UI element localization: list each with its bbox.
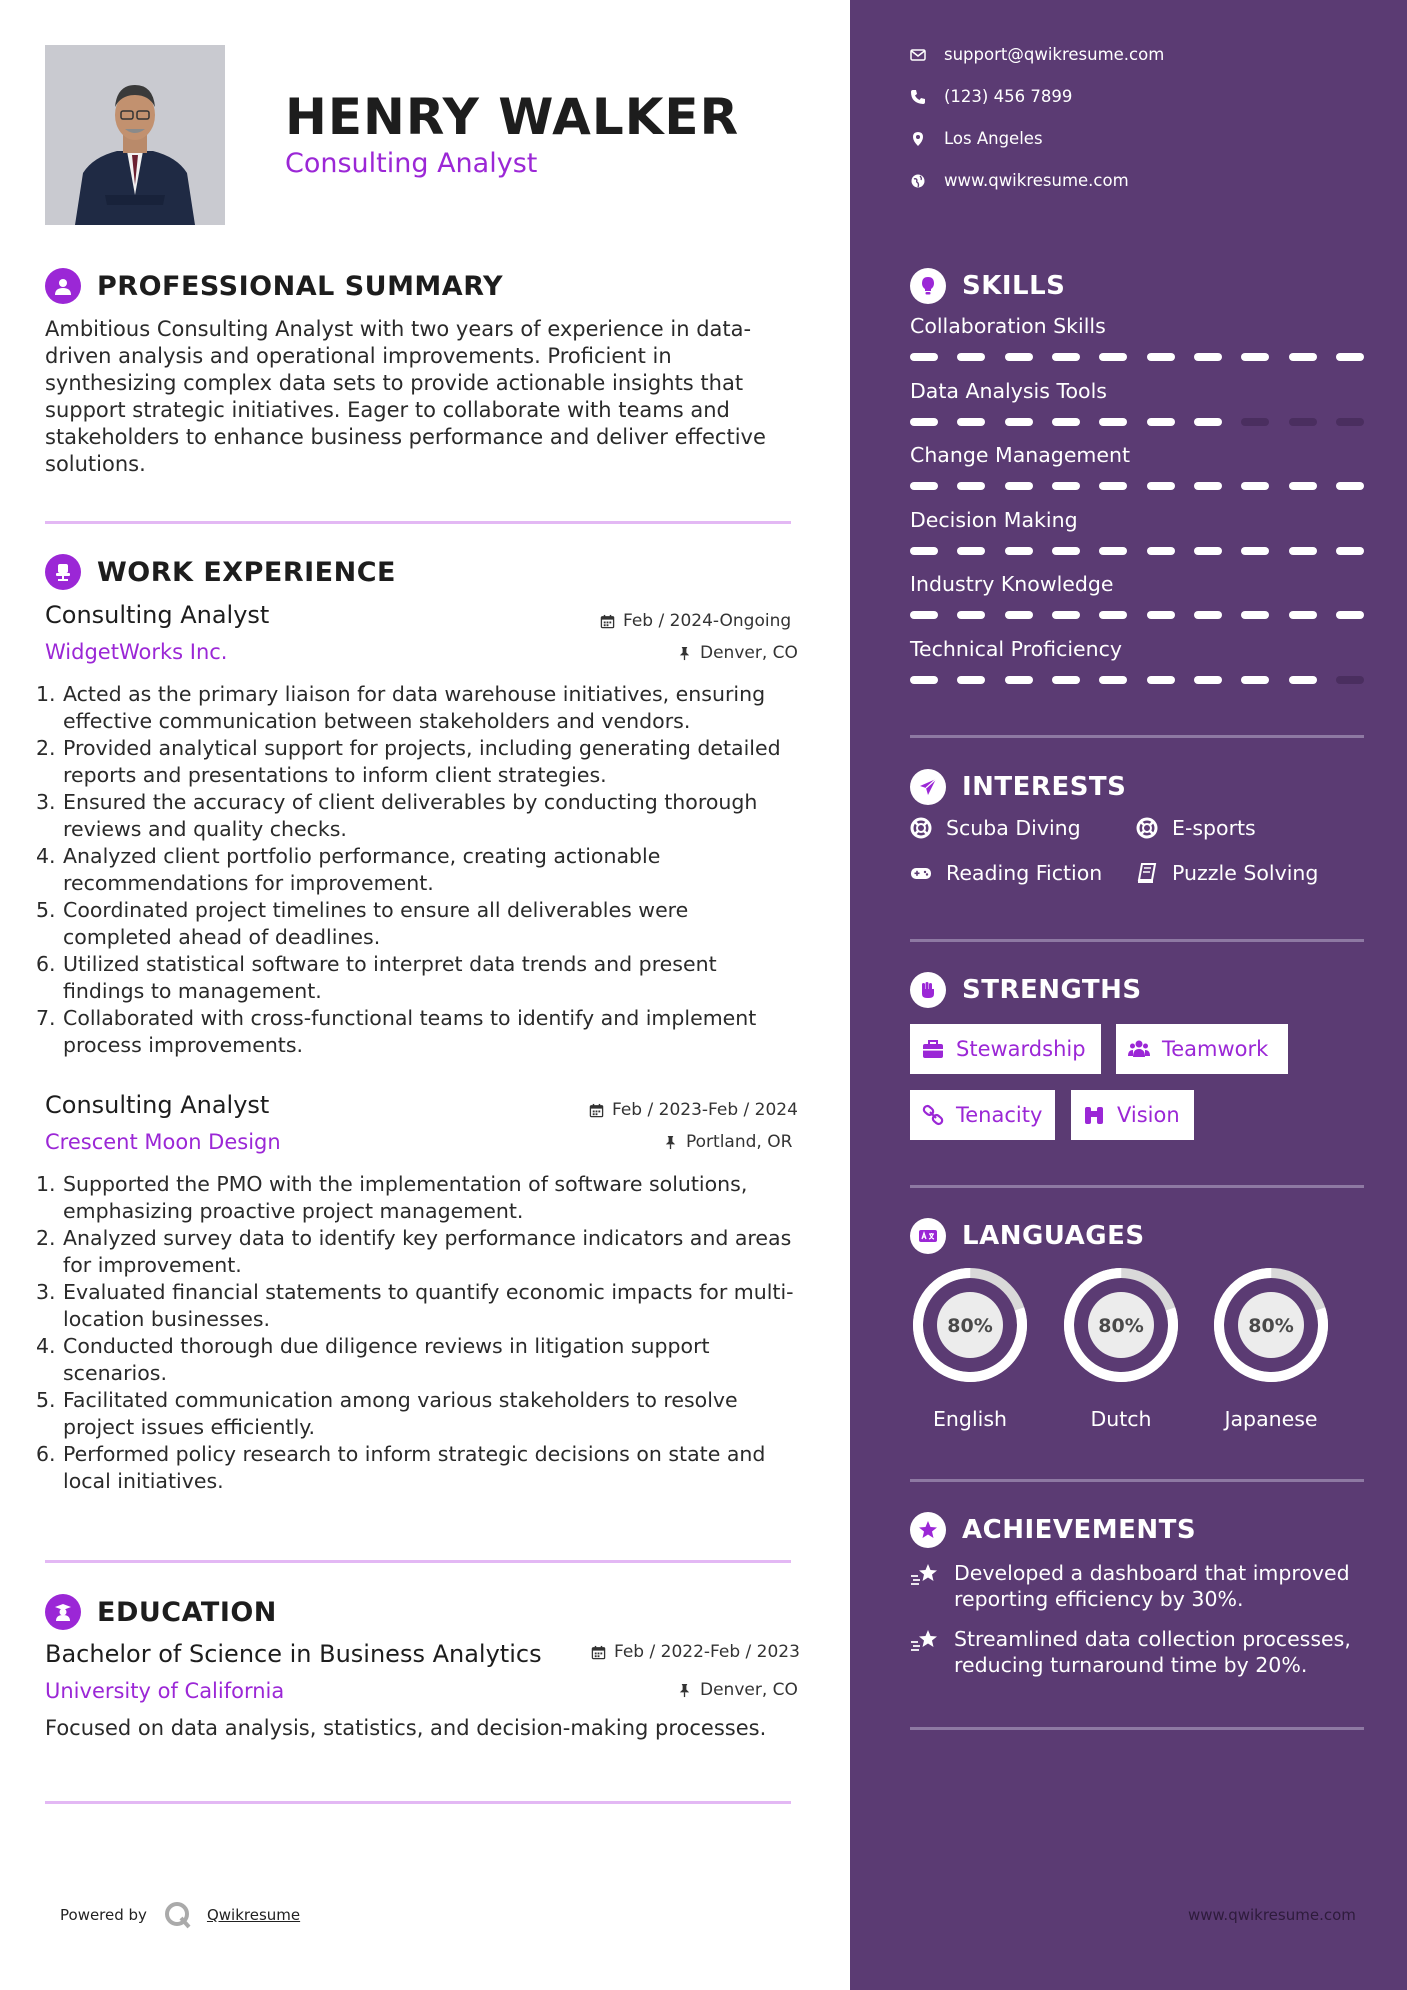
- binoculars-icon: [1083, 1104, 1105, 1126]
- job-dates: [589, 1100, 798, 1120]
- skill-level-segment: [910, 353, 938, 361]
- life-ring-icon: [910, 817, 932, 839]
- language-percent: 80%: [1098, 1315, 1144, 1337]
- pin-icon: [677, 646, 692, 661]
- location-pin-icon: [910, 131, 926, 147]
- powered-by: [60, 1900, 300, 1930]
- language-name: Dutch: [1090, 1407, 1152, 1431]
- skill-level-segment: [1336, 611, 1364, 619]
- job-company: WidgetWorks Inc.: [45, 640, 228, 664]
- skill-level-segment: [1005, 611, 1033, 619]
- contact-website: [910, 171, 1129, 190]
- contact-email: [910, 45, 1164, 64]
- shooting-star-icon: [910, 1628, 940, 1654]
- skill-level-segment: [957, 676, 985, 684]
- interest-label: Reading Fiction: [946, 861, 1103, 885]
- user-icon: [45, 268, 81, 304]
- chair-icon: [45, 554, 81, 590]
- duty-item: 1. Supported the PMO with the implementation of software solutions, emphasizing proactive project management.: [36, 1172, 748, 1223]
- skill-level-segment: [910, 547, 938, 555]
- skill-name: Collaboration Skills: [910, 314, 1106, 338]
- duty-item: 5. Facilitated communication among various stakeholders to resolve project issues efficiently.: [36, 1388, 738, 1439]
- skill-level-segment: [1147, 676, 1175, 684]
- job-company: Crescent Moon Design: [45, 1130, 281, 1154]
- profile-photo: [45, 45, 225, 225]
- skill-level-segment: [910, 418, 938, 426]
- language-item: [1061, 1265, 1181, 1431]
- language-percent: 80%: [947, 1315, 993, 1337]
- job-location-text: Portland, OR: [686, 1132, 793, 1152]
- skill-level-segment: [1005, 676, 1033, 684]
- summary-title: PROFESSIONAL SUMMARY: [97, 270, 504, 302]
- achievement-item: [910, 1626, 1370, 1678]
- job-dates-text: Feb / 2024-Ongoing: [623, 611, 792, 631]
- achievements-title: ACHIEVEMENTS: [962, 1515, 1197, 1545]
- candidate-role: Consulting Analyst: [285, 148, 538, 179]
- phone-text: (123) 456 7899: [944, 87, 1073, 106]
- skill-name: Decision Making: [910, 507, 1078, 532]
- languages-heading: [910, 1218, 1145, 1254]
- skill-level-segment: [910, 676, 938, 684]
- skill-level-segment: [1289, 418, 1317, 426]
- skill-level-segment: [1289, 353, 1317, 361]
- book-icon: [1136, 862, 1158, 884]
- skill-level-segment: [957, 547, 985, 555]
- graduate-icon: [45, 1594, 81, 1630]
- skill-name: Industry Knowledge: [910, 572, 1114, 596]
- skill-level-segment: [1194, 547, 1222, 555]
- skill-level-segment: [1147, 482, 1175, 490]
- skill-level-bar: [910, 547, 1364, 555]
- job-location-text: Denver, CO: [700, 643, 798, 663]
- email-text: support@qwikresume.com: [944, 45, 1165, 64]
- paper-plane-icon: [910, 769, 946, 805]
- globe-icon: [910, 173, 926, 189]
- strength-badge: [1116, 1024, 1288, 1074]
- education-description: Focused on data analysis, statistics, and decision-making processes.: [45, 1716, 767, 1740]
- skill-level-segment: [1194, 418, 1222, 426]
- education-title: EDUCATION: [97, 1596, 277, 1628]
- interests-title: INTERESTS: [962, 772, 1127, 802]
- experience-heading: [45, 554, 396, 590]
- skill-level-segment: [1194, 611, 1222, 619]
- skill-level-segment: [1052, 482, 1080, 490]
- footer-website[interactable]: www.qwikresume.com: [1188, 1906, 1356, 1924]
- divider: [45, 1801, 791, 1804]
- divider: [910, 1185, 1364, 1188]
- skill-level-bar: [910, 611, 1364, 619]
- skill-level-segment: [1336, 353, 1364, 361]
- qwikresume-logo-icon: [163, 1900, 193, 1930]
- interest-item: [910, 816, 1081, 840]
- divider: [910, 1479, 1364, 1482]
- interest-item: [910, 861, 1102, 885]
- skill-level-segment: [1289, 482, 1317, 490]
- skill-level-segment: [1336, 418, 1364, 426]
- skills-heading: [910, 268, 1065, 304]
- duty-item: 6. Utilized statistical software to interpret data trends and present findings to management.: [36, 952, 717, 1003]
- strength-label: Vision: [1117, 1103, 1180, 1127]
- duty-item: 2. Provided analytical support for projects, including generating detailed reports and presentations to inform client strategies.: [36, 736, 781, 787]
- divider: [910, 939, 1364, 942]
- skill-level-segment: [1052, 611, 1080, 619]
- skill-level-segment: [1147, 547, 1175, 555]
- strengths-title: STRENGTHS: [962, 975, 1142, 1005]
- language-item: [910, 1265, 1030, 1431]
- duty-item: 3. Ensured the accuracy of client deliverables by conducting thorough reviews and quality checks.: [36, 790, 758, 841]
- duty-item: 3. Evaluated financial statements to quantify economic impacts for multi-location businesses.: [36, 1280, 794, 1331]
- skill-level-segment: [910, 611, 938, 619]
- skill-level-segment: [1194, 353, 1222, 361]
- calendar-icon: [591, 1645, 606, 1660]
- strength-label: Stewardship: [956, 1037, 1086, 1061]
- skill-level-segment: [1052, 676, 1080, 684]
- location-text: Los Angeles: [944, 129, 1043, 148]
- language-percent: 80%: [1248, 1315, 1294, 1337]
- duty-item: 7. Collaborated with cross-functional teams to identify and implement process improvements.: [36, 1006, 757, 1057]
- skill-level-segment: [1194, 676, 1222, 684]
- summary-heading: [45, 268, 503, 304]
- powered-by-label: Powered by: [60, 1906, 147, 1924]
- calendar-icon: [600, 614, 615, 629]
- skill-level-segment: [957, 418, 985, 426]
- divider: [45, 1560, 791, 1563]
- job-title: Consulting Analyst: [45, 601, 270, 629]
- skill-level-segment: [957, 611, 985, 619]
- briefcase-icon: [922, 1038, 944, 1060]
- skill-name: Change Management: [910, 443, 1131, 467]
- skill-level-segment: [1241, 676, 1269, 684]
- achievement-text: Streamlined data collection processes, reducing turnaround time by 20%.: [954, 1627, 1351, 1677]
- skill-level-segment: [1005, 418, 1033, 426]
- summary-text: Ambitious Consulting Analyst with two years of experience in data-driven analysis and operational improvements. Proficient in synthesizing complex data sets to provide actionable insights that support strategic initiatives. Eager to collaborate with teams and stakeholders to enhance business performance and deliver effective solutions.: [45, 317, 766, 476]
- skill-level-segment: [1241, 547, 1269, 555]
- skill-level-segment: [1194, 482, 1222, 490]
- language-item: [1211, 1265, 1331, 1431]
- skill-level-segment: [1241, 353, 1269, 361]
- interests-heading: [910, 769, 1126, 805]
- duty-item: 5. Coordinated project timelines to ensure all deliverables were completed ahead of deadlines.: [36, 898, 689, 949]
- calendar-icon: [589, 1103, 604, 1118]
- achievement-text: Developed a dashboard that improved reporting efficiency by 30%.: [954, 1561, 1350, 1611]
- skill-level-segment: [1052, 418, 1080, 426]
- skill-level-segment: [1099, 353, 1127, 361]
- gamepad-icon: [910, 862, 932, 884]
- education-heading: [45, 1594, 277, 1630]
- job-location: [677, 643, 798, 663]
- lightbulb-icon: [910, 268, 946, 304]
- skill-level-segment: [1241, 611, 1269, 619]
- languages-title: LANGUAGES: [962, 1221, 1145, 1251]
- achievement-item: [910, 1560, 1370, 1612]
- education-location-text: Denver, CO: [700, 1680, 798, 1700]
- duty-item: 4. Conducted thorough due diligence reviews in litigation support scenarios.: [36, 1334, 710, 1385]
- duty-item: 2. Analyzed survey data to identify key performance indicators and areas for improvement.: [36, 1226, 792, 1277]
- skill-level-bar: [910, 353, 1364, 361]
- skill-level-segment: [1005, 547, 1033, 555]
- users-icon: [1128, 1038, 1150, 1060]
- job-title: Consulting Analyst: [45, 1091, 270, 1119]
- star-badge-icon: [910, 1512, 946, 1548]
- pin-icon: [677, 1683, 692, 1698]
- skill-level-segment: [957, 353, 985, 361]
- skill-level-segment: [1241, 482, 1269, 490]
- interest-label: E-sports: [1172, 816, 1256, 840]
- interest-label: Puzzle Solving: [1172, 861, 1319, 885]
- strength-badge: [1071, 1090, 1194, 1140]
- skill-level-bar: [910, 482, 1364, 490]
- skill-level-segment: [1147, 353, 1175, 361]
- strength-label: Teamwork: [1162, 1037, 1269, 1061]
- fist-icon: [910, 972, 946, 1008]
- skill-level-segment: [1336, 482, 1364, 490]
- strengths-heading: [910, 972, 1142, 1008]
- job-location: [663, 1132, 792, 1152]
- achievements-heading: [910, 1512, 1196, 1548]
- envelope-icon: [910, 47, 926, 63]
- language-name: Japanese: [1224, 1407, 1318, 1431]
- divider: [910, 1727, 1364, 1730]
- duty-item: 6. Performed policy research to inform strategic decisions on state and local initiatives.: [36, 1442, 766, 1493]
- phone-icon: [910, 89, 926, 105]
- skill-level-segment: [1005, 482, 1033, 490]
- education-dates: [591, 1642, 800, 1662]
- skill-level-segment: [1005, 353, 1033, 361]
- skill-level-segment: [1241, 418, 1269, 426]
- divider: [45, 521, 791, 524]
- link-icon: [922, 1104, 944, 1126]
- skill-level-segment: [1336, 547, 1364, 555]
- skill-level-segment: [957, 482, 985, 490]
- strength-label: Tenacity: [956, 1103, 1043, 1127]
- strength-badge: [910, 1090, 1055, 1140]
- interest-item: [1136, 816, 1256, 840]
- skill-level-segment: [1099, 418, 1127, 426]
- skill-level-segment: [1147, 418, 1175, 426]
- skill-level-segment: [1099, 482, 1127, 490]
- pin-icon: [663, 1135, 678, 1150]
- degree-title: Bachelor of Science in Business Analytics: [45, 1640, 542, 1668]
- language-progress-ring: [910, 1265, 1030, 1385]
- skill-level-segment: [1052, 353, 1080, 361]
- candidate-name: HENRY WALKER: [285, 88, 740, 146]
- language-progress-ring: [1061, 1265, 1181, 1385]
- job-dates: [600, 611, 791, 631]
- school-name: University of California: [45, 1679, 285, 1703]
- skill-level-segment: [1099, 676, 1127, 684]
- skill-level-segment: [1099, 611, 1127, 619]
- skills-title: SKILLS: [962, 271, 1066, 301]
- skill-level-segment: [1099, 547, 1127, 555]
- contact-phone: [910, 87, 1072, 106]
- brand-link[interactable]: Qwikresume: [206, 1906, 301, 1924]
- duty-item: 1. Acted as the primary liaison for data warehouse initiatives, ensuring effective communication between stakeholders and vendors.: [36, 682, 766, 733]
- website-text[interactable]: www.qwikresume.com: [944, 171, 1129, 190]
- education-dates-text: Feb / 2022-Feb / 2023: [614, 1642, 800, 1662]
- shooting-star-icon: [910, 1562, 940, 1588]
- divider: [910, 735, 1364, 738]
- sidebar: [850, 0, 1407, 1990]
- interest-label: Scuba Diving: [946, 816, 1081, 840]
- job-duties-list: [36, 1171, 796, 1495]
- language-progress-ring: [1211, 1265, 1331, 1385]
- skill-level-segment: [1336, 676, 1364, 684]
- skill-level-segment: [1289, 611, 1317, 619]
- skill-level-segment: [1289, 547, 1317, 555]
- skill-level-segment: [1052, 547, 1080, 555]
- job-duties-list: [36, 681, 796, 1059]
- translate-icon: [910, 1218, 946, 1254]
- skill-level-segment: [1289, 676, 1317, 684]
- skill-level-segment: [1147, 611, 1175, 619]
- life-ring-icon: [1136, 817, 1158, 839]
- duty-item: 4. Analyzed client portfolio performance, creating actionable recommendations for improvement.: [36, 844, 661, 895]
- skill-name: Data Analysis Tools: [910, 378, 1107, 403]
- skill-level-bar: [910, 676, 1364, 684]
- job-dates-text: Feb / 2023-Feb / 2024: [612, 1100, 798, 1120]
- language-name: English: [932, 1407, 1008, 1431]
- skill-level-segment: [910, 482, 938, 490]
- strength-badge: [910, 1024, 1101, 1074]
- contact-location: [910, 129, 1043, 148]
- skill-level-bar: [910, 418, 1364, 426]
- interest-item: [1136, 861, 1318, 885]
- skill-name: Technical Proficiency: [910, 636, 1123, 661]
- education-location: [677, 1680, 798, 1700]
- experience-title: WORK EXPERIENCE: [97, 556, 396, 588]
